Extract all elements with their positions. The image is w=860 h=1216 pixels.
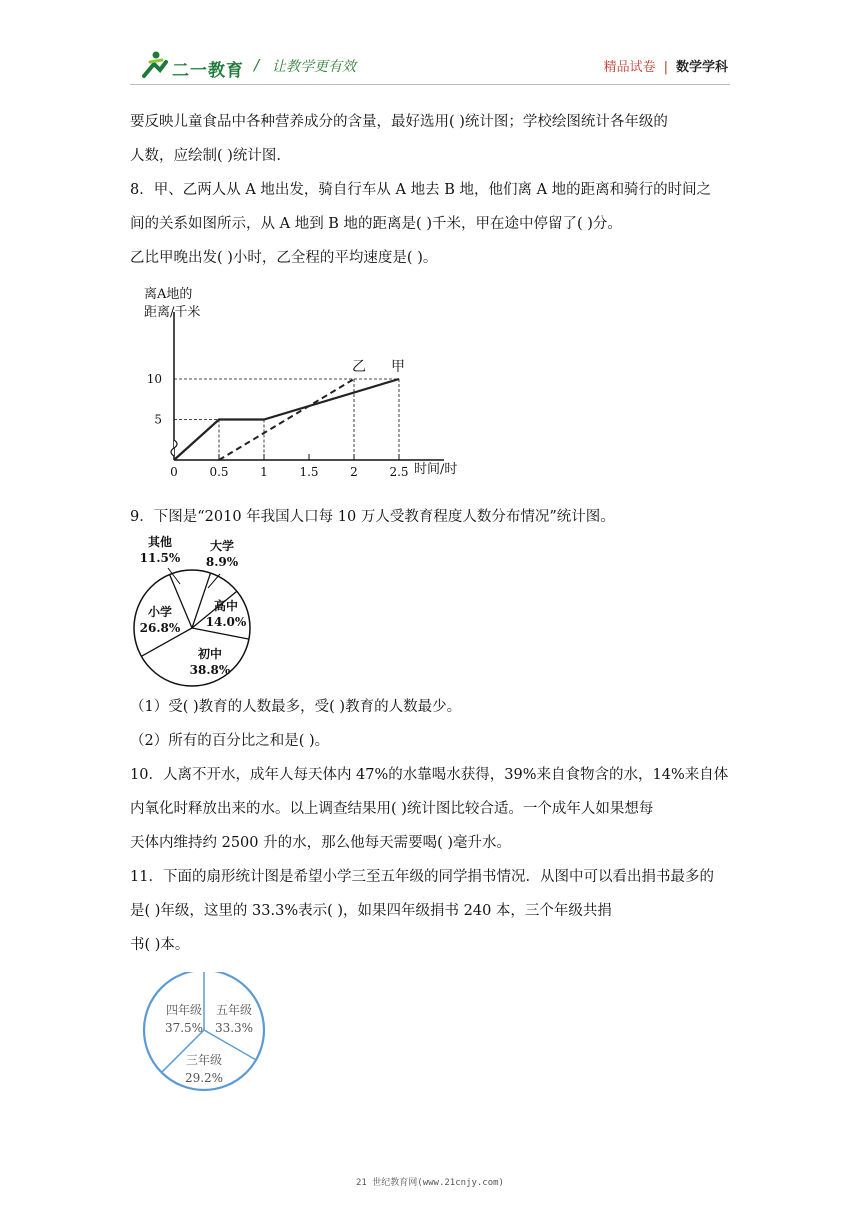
brand-logo bbox=[136, 50, 436, 82]
y-tick-label: 5 bbox=[154, 412, 162, 427]
x-axis-label: 时间/时 bbox=[414, 462, 458, 477]
text-line: 人数，应绘制( )统计图. bbox=[130, 148, 282, 164]
label-subject: 数学学科 bbox=[675, 60, 728, 75]
distance-time-chart bbox=[130, 282, 470, 482]
pie-value-label: 33.3% bbox=[214, 1021, 254, 1035]
pie-category-label: 高中 bbox=[213, 599, 239, 613]
question-8-line2: 间的关系如图所示，从 A 地到 B 地的距离是( )千米，甲在途中停留了( )分。 bbox=[130, 216, 622, 232]
question-10-line3: 天体内维持约 2500 升的水，那么他每天需要喝( )毫升水。 bbox=[130, 835, 512, 851]
pie-value-label: 29.2% bbox=[184, 1071, 224, 1085]
question-9-line1: 9．下图是“2010 年我国人口每 10 万人受教育程度人数分布情况”统计图。 bbox=[130, 509, 615, 525]
header-meta bbox=[604, 56, 728, 75]
pie-category-label: 其他 bbox=[147, 535, 173, 549]
x-tick-label: 1 bbox=[260, 465, 268, 479]
label-premium: 精品试卷 bbox=[603, 60, 656, 75]
pie-category-label: 初中 bbox=[197, 647, 223, 661]
logo-text: 二一教育 bbox=[172, 61, 244, 81]
question-10-line1: 10．人离不开水，成年人每天体内 47%的水靠喝水获得，39%来自食物含的水，14%来自体 bbox=[130, 767, 729, 783]
pie-value-label: 11.5% bbox=[139, 551, 181, 565]
series-label: 乙 bbox=[352, 359, 366, 375]
series-label: 甲 bbox=[391, 359, 405, 375]
pie-value-label: 37.5% bbox=[164, 1021, 204, 1035]
pie-category-label: 大学 bbox=[209, 539, 235, 553]
question-10-line2: 内氧化时释放出来的水。以上调查结果用( )统计图比较合适。一个成年人如果想每 bbox=[130, 801, 654, 817]
logo-slash: / bbox=[254, 56, 260, 74]
footer-source: 21 世纪教育网(www.21cnjy.com) bbox=[356, 1178, 504, 1188]
question-9-part2: （2）所有的百分比之和是( )。 bbox=[130, 733, 330, 749]
runner-logo-icon bbox=[136, 50, 176, 80]
x-tick-label: 2 bbox=[350, 465, 358, 479]
question-8-line3: 乙比甲晚出发( )小时，乙全程的平均速度是( )。 bbox=[130, 250, 438, 266]
question-11-line3: 书( )本。 bbox=[130, 937, 190, 953]
y-tick-label: 10 bbox=[146, 372, 162, 386]
pie-value-label: 38.8% bbox=[189, 663, 231, 677]
pie-value-label: 14.0% bbox=[205, 615, 247, 629]
question-11-line1: 11．下面的扇形统计图是希望小学三至五年级的同学捐书情况．从图中可以看出捐书最多的 bbox=[130, 869, 714, 885]
header-divider bbox=[130, 84, 730, 85]
y-axis-label-line2: 距离/千米 bbox=[144, 305, 201, 320]
pie-category-label: 四年级 bbox=[165, 1003, 203, 1017]
pie-category-label: 三年级 bbox=[185, 1053, 223, 1067]
question-8-line1: 8．甲、乙两人从 A 地出发，骑自行车从 A 地去 B 地，他们离 A 地的距离和骑行的时间之 bbox=[130, 182, 712, 198]
series-line-jia bbox=[174, 379, 399, 460]
x-tick-label: 1.5 bbox=[299, 465, 319, 479]
pie-value-label: 8.9% bbox=[205, 555, 239, 569]
x-tick-label: 2.5 bbox=[389, 465, 409, 479]
question-9-part1: （1）受( )教育的人数最多，受( )教育的人数最少。 bbox=[130, 699, 462, 715]
slogan: 让教学更有效 bbox=[272, 59, 356, 75]
header-separator: | bbox=[663, 60, 668, 75]
pie-value-label: 26.8% bbox=[139, 621, 181, 635]
pie-category-label: 小学 bbox=[147, 605, 173, 619]
donation-pie-chart bbox=[140, 972, 280, 1092]
text-line: 要反映儿童食品中各种营养成分的含量，最好选用( )统计图；学校绘图统计各年级的 bbox=[130, 114, 668, 130]
y-axis-label-line1: 离A地的 bbox=[144, 287, 193, 302]
x-tick-label: 0.5 bbox=[209, 465, 229, 479]
x-tick-label: 0 bbox=[170, 465, 178, 479]
pie-category-label: 五年级 bbox=[215, 1003, 253, 1017]
axis-break bbox=[171, 440, 177, 456]
question-11-line2: 是( )年级，这里的 33.3%表示( )，如果四年级捐书 240 本，三个年级共捐 bbox=[130, 903, 612, 919]
education-pie-chart bbox=[130, 532, 260, 692]
